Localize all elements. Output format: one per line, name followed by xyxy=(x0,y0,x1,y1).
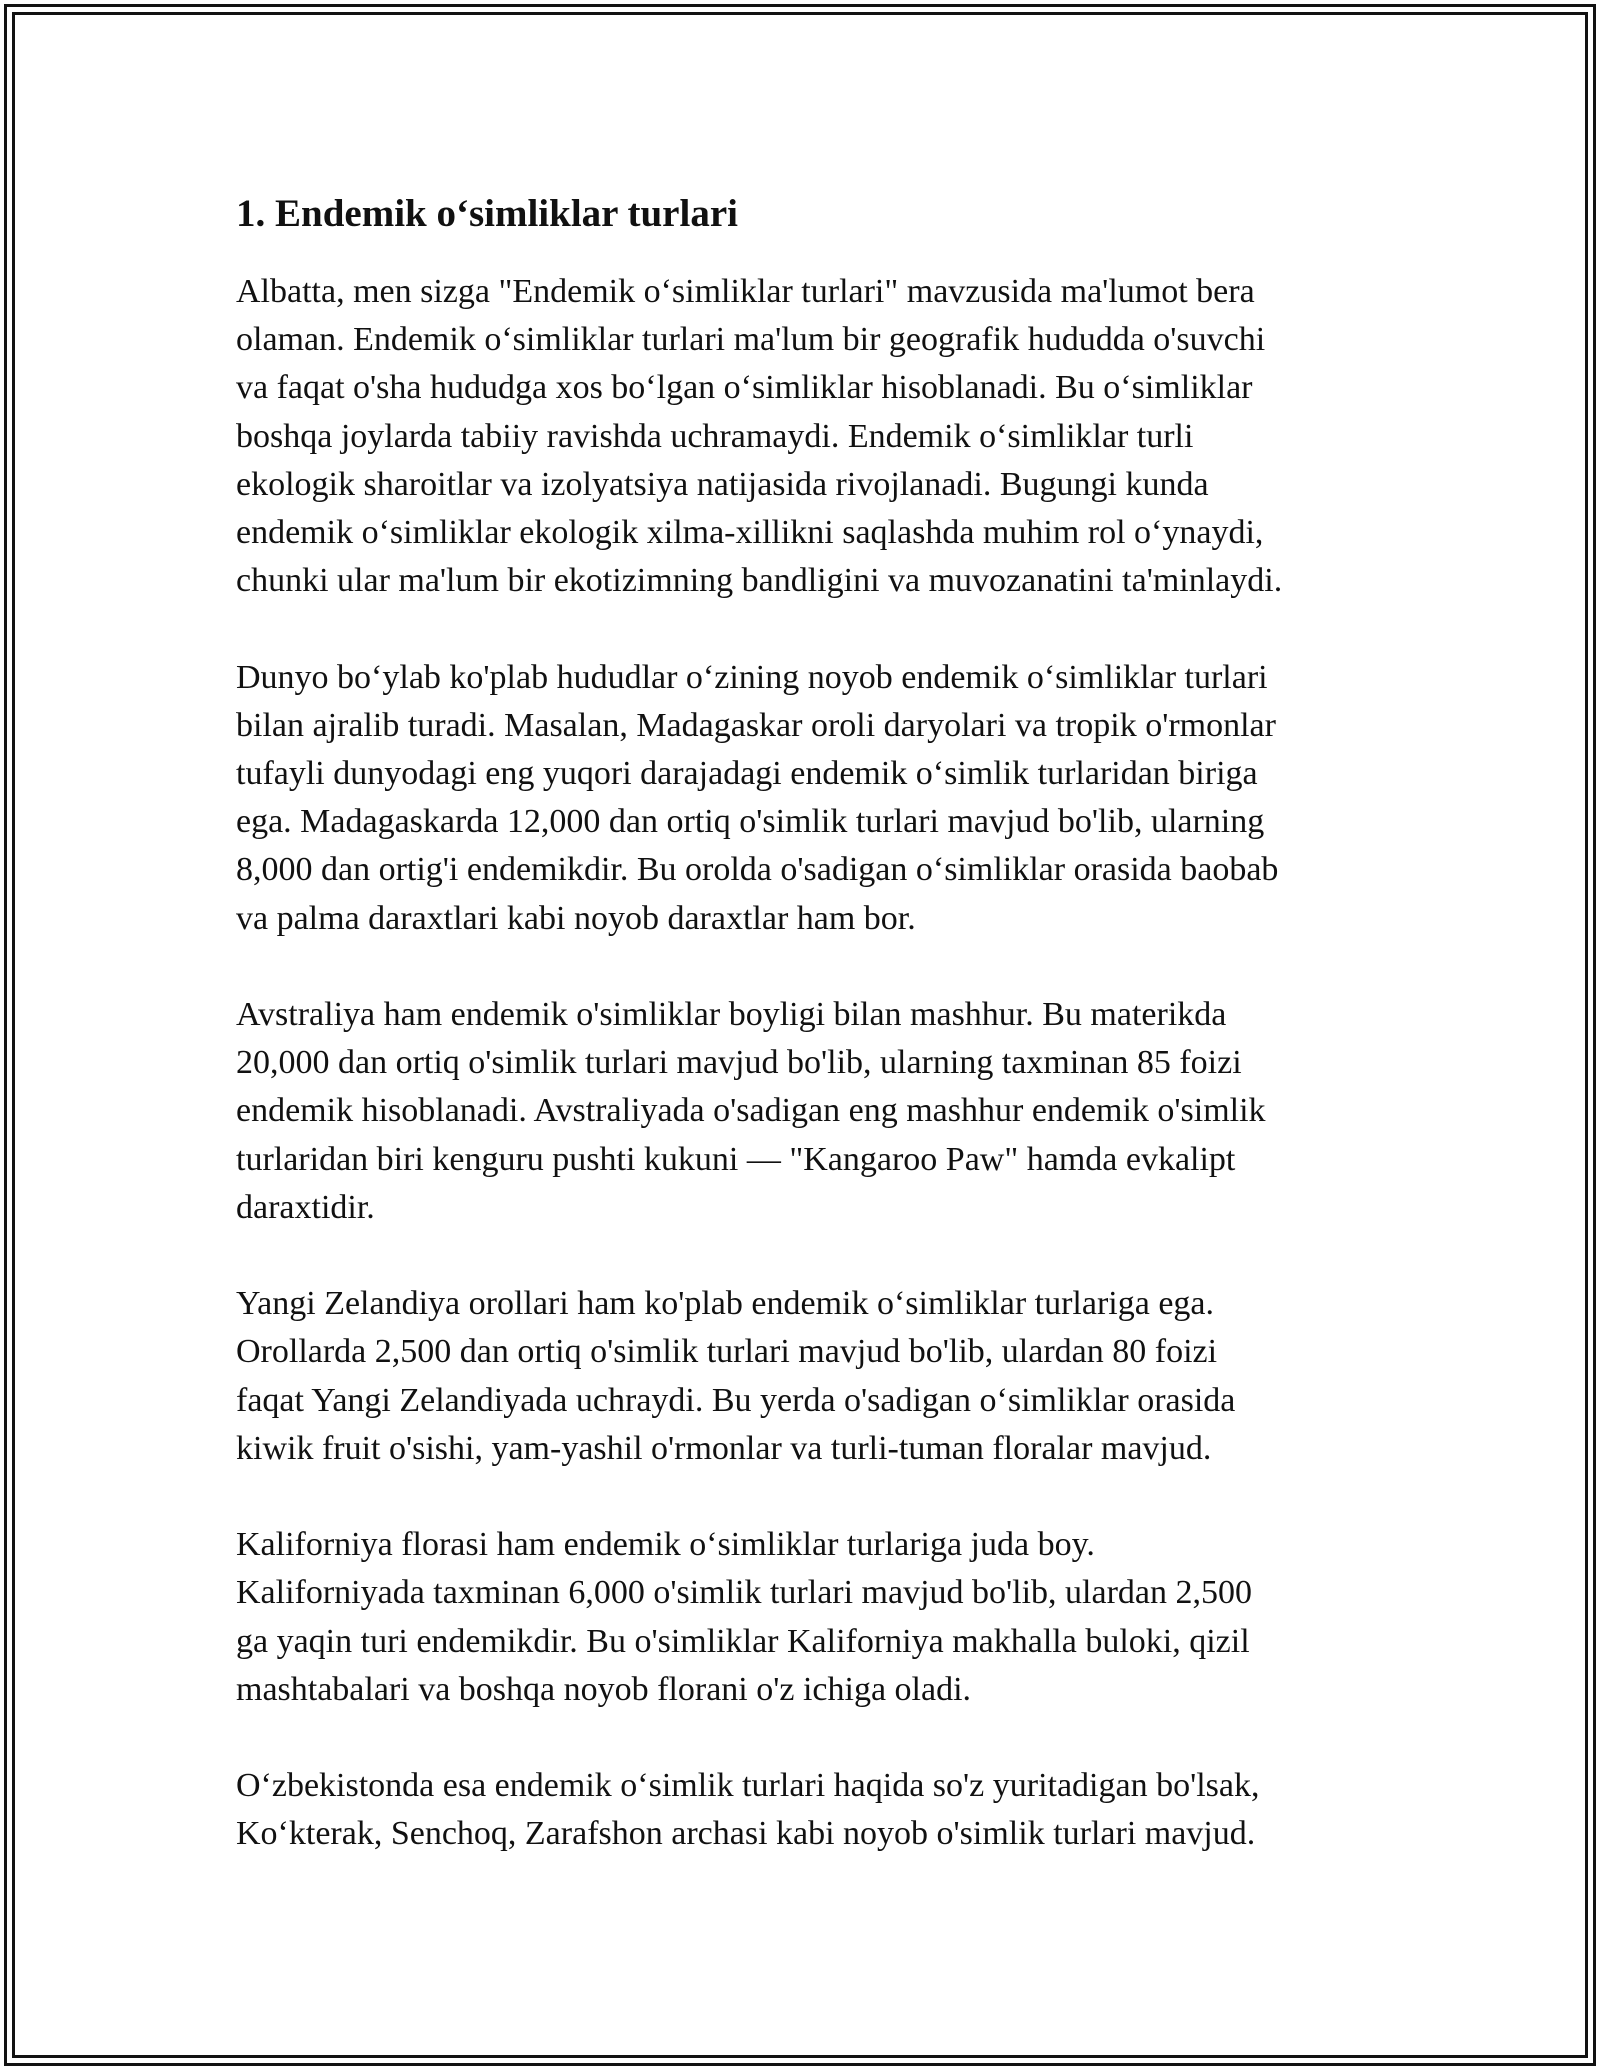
paragraph-california: Kaliforniya florasi ham endemik o‘simliklar turlariga juda boy. Kaliforniyada taxminan 6,000 o'simlik turlari mavjud bo'lib, ulardan 2,500 ga yaqin turi endemikdir. Bu o'simliklar Kaliforniya makhalla buloki, qizil mashtabalari va boshqa noyob florani o'z ichiga oladi. xyxy=(236,1526,1252,1708)
document-body xyxy=(236,182,1416,1859)
paragraph-new-zealand: Yangi Zelandiya orollari ham ko'plab endemik o‘simliklar turlariga ega. Orollarda 2,500 dan ortiq o'simlik turlari mavjud bo'lib, ulardan 80 foizi faqat Yangi Zelandiyada uchraydi. Bu yerda o'sadigan o‘simliklar orasida kiwik fruit o'sishi, yam-yashil o'rmonlar va turli-tuman floralar mavjud. xyxy=(236,1285,1236,1467)
paragraph-uzbekistan: O‘zbekistonda esa endemik o‘simlik turlari haqida so'z yuritadigan bo'lsak, Ko‘kterak, Senchoq, Zarafshon archasi kabi noyob o'simlik turlari mavjud. xyxy=(236,1767,1260,1853)
section-heading: 1. Endemik o‘simliklar turlari xyxy=(236,192,738,235)
paragraph-intro: Albatta, men sizga "Endemik o‘simliklar turlari" mavzusida ma'lumot bera olaman. Endemik o‘simliklar turlari ma'lum bir geografik hududda o'suvchi va faqat o'sha hududga xos bo‘lgan o‘simliklar hisoblanadi. Bu o‘simliklar boshqa joylarda tabiiy ravishda uchramaydi. Endemik o‘simliklar turli ekologik sharoitlar va izolyatsiya natijasida rivojlanadi. Bugungi kunda endemik o‘simliklar ekologik xilma-xillikni saqlashda muhim rol o‘ynaydi, chunki ular ma'lum bir ekotizimning bandligini va muvozanatini ta'minlaydi. xyxy=(236,273,1283,600)
paragraph-madagascar: Dunyo bo‘ylab ko'plab hududlar o‘zining noyob endemik o‘simliklar turlari bilan ajralib turadi. Masalan, Madagaskar oroli daryolari va tropik o'rmonlar tufayli dunyodagi eng yuqori darajadagi endemik o‘simlik turlaridan biriga ega. Madagaskarda 12,000 dan ortiq o'simlik turlari mavjud bo'lib, ularning 8,000 dan ortig'i endemikdir. Bu orolda o'sadigan o‘simliklar orasida baobab va palma daraxtlari kabi noyob daraxtlar ham bor. xyxy=(236,658,1279,937)
paragraph-australia: Avstraliya ham endemik o'simliklar boyligi bilan mashhur. Bu materikda 20,000 dan ortiq o'simlik turlari mavjud bo'lib, ularning taxminan 85 foizi endemik hisoblanadi. Avstraliyada o'sadigan eng mashhur endemik o'simlik turlaridan biri kenguru pushti kukuni — "Kangaroo Paw" hamda evkalipt daraxtidir. xyxy=(236,996,1266,1226)
